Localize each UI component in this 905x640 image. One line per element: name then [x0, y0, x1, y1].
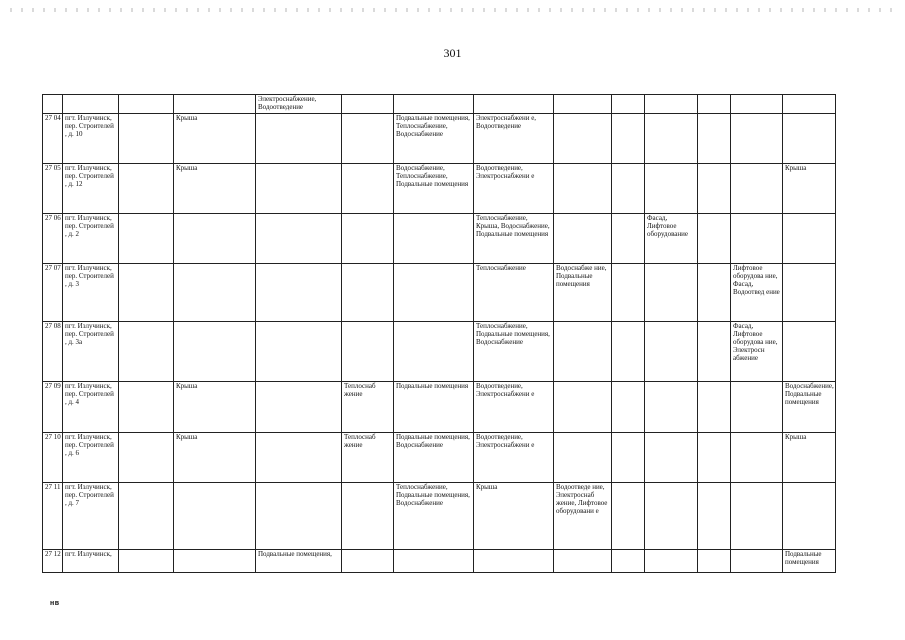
- cell-c11: [645, 322, 698, 382]
- cell-c3: [119, 164, 174, 214]
- cell-c4: Крыша: [174, 433, 256, 483]
- cell-c6: [342, 322, 394, 382]
- cell-c5: [256, 214, 342, 264]
- cell-c13: [731, 483, 783, 550]
- cell-c14: [783, 214, 836, 264]
- cell-c12: [698, 214, 731, 264]
- cell-c4: Крыша: [174, 164, 256, 214]
- table-header-row: [43, 95, 836, 114]
- cell-c9: [554, 164, 612, 214]
- cell-c4: [174, 95, 256, 114]
- cell-c9: [554, 322, 612, 382]
- cell-c12: [698, 95, 731, 114]
- cell-c9: Водоотведе ние, Электроснаб жение, Лифтовое оборудовани е: [554, 483, 612, 550]
- cell-c11: [645, 550, 698, 573]
- cell-c7: Подвальные помещения, Водоснабжение: [394, 433, 474, 483]
- cell-c14: [783, 264, 836, 322]
- cell-c10: [612, 264, 645, 322]
- cell-c10: [612, 382, 645, 433]
- table-row: [43, 382, 836, 433]
- cell-c8: Теплоснабжение, Подвальные помещения, Водоснабжение: [474, 322, 554, 382]
- cell-c10: [612, 95, 645, 114]
- cell-c7: Подвальные помещения, Теплоснабжение, Водоснабжение: [394, 114, 474, 164]
- cell-c7: Подвальные помещения: [394, 382, 474, 433]
- scan-noise: [10, 8, 895, 12]
- registry-table: [42, 94, 836, 573]
- cell-c8: Водоотведение, Электроснабжени е: [474, 382, 554, 433]
- cell-num: 27 08: [43, 322, 63, 382]
- cell-c11: [645, 95, 698, 114]
- cell-c5: [256, 164, 342, 214]
- cell-c9: [554, 382, 612, 433]
- cell-addr: пгт. Излучинск, пер. Строителей , д. 6: [63, 433, 119, 483]
- cell-c5: Электроснабжение, Водоотведение: [256, 95, 342, 114]
- cell-c12: [698, 433, 731, 483]
- cell-c7: [394, 264, 474, 322]
- cell-c5: [256, 264, 342, 322]
- cell-c12: [698, 382, 731, 433]
- cell-c4: [174, 322, 256, 382]
- cell-c9: [554, 433, 612, 483]
- cell-c3: [119, 433, 174, 483]
- cell-c10: [612, 164, 645, 214]
- cell-c11: [645, 264, 698, 322]
- cell-c4: [174, 483, 256, 550]
- cell-c11: [645, 382, 698, 433]
- cell-c12: [698, 164, 731, 214]
- cell-c9: [554, 550, 612, 573]
- cell-c4: [174, 214, 256, 264]
- cell-c6: [342, 164, 394, 214]
- cell-c3: [119, 214, 174, 264]
- cell-c10: [612, 322, 645, 382]
- cell-c14: Водоснабжение, Подвальные помещения: [783, 382, 836, 433]
- cell-c8: [474, 550, 554, 573]
- cell-c13: [731, 433, 783, 483]
- cell-addr: пгт. Излучинск, пер. Строителей , д. 3а: [63, 322, 119, 382]
- cell-c11: Фасад, Лифтовое оборудование: [645, 214, 698, 264]
- cell-c4: Крыша: [174, 382, 256, 433]
- cell-c8: [474, 95, 554, 114]
- cell-c9: [554, 214, 612, 264]
- cell-c5: [256, 322, 342, 382]
- cell-c4: [174, 264, 256, 322]
- cell-c6: [342, 114, 394, 164]
- cell-c3: [119, 483, 174, 550]
- cell-c9: [554, 114, 612, 164]
- cell-c13: Фасад, Лифтовое оборудова ние, Электросн абжение: [731, 322, 783, 382]
- cell-num: [43, 95, 63, 114]
- cell-c14: Крыша: [783, 433, 836, 483]
- cell-num: 27 09: [43, 382, 63, 433]
- cell-addr: пгт. Излучинск, пер. Строителей , д. 12: [63, 164, 119, 214]
- cell-c11: [645, 164, 698, 214]
- cell-c3: [119, 95, 174, 114]
- cell-c12: [698, 322, 731, 382]
- cell-c12: [698, 264, 731, 322]
- cell-c12: [698, 114, 731, 164]
- cell-c6: [342, 214, 394, 264]
- cell-c8: Водоотведение, Электроснабжени е: [474, 433, 554, 483]
- cell-c13: [731, 214, 783, 264]
- cell-c5: Подвальные помещения,: [256, 550, 342, 573]
- cell-c10: [612, 214, 645, 264]
- cell-c7: [394, 550, 474, 573]
- cell-c6: Теплоснаб жение: [342, 382, 394, 433]
- cell-c6: Теплоснаб жение: [342, 433, 394, 483]
- cell-c5: [256, 382, 342, 433]
- footer-mark: нв: [50, 600, 60, 607]
- cell-num: 27 04: [43, 114, 63, 164]
- cell-c8: Теплоснабжение: [474, 264, 554, 322]
- cell-c6: [342, 95, 394, 114]
- cell-c12: [698, 550, 731, 573]
- cell-c4: [174, 550, 256, 573]
- cell-c13: Лифтовое оборудова ние, Фасад, Водоотвед ение: [731, 264, 783, 322]
- cell-c12: [698, 483, 731, 550]
- cell-c11: [645, 114, 698, 164]
- table-row: [43, 264, 836, 322]
- cell-num: 27 07: [43, 264, 63, 322]
- cell-num: 27 11: [43, 483, 63, 550]
- cell-c5: [256, 483, 342, 550]
- table-row: [43, 550, 836, 573]
- cell-num: 27 10: [43, 433, 63, 483]
- cell-c5: [256, 114, 342, 164]
- cell-c13: [731, 114, 783, 164]
- cell-c13: [731, 95, 783, 114]
- cell-addr: пгт. Излучинск, пер. Строителей , д. 3: [63, 264, 119, 322]
- cell-c9: [554, 95, 612, 114]
- cell-c14: Подвальные помещения: [783, 550, 836, 573]
- table-body: [43, 95, 836, 573]
- cell-addr: пгт. Излучинск, пер. Строителей , д. 7: [63, 483, 119, 550]
- cell-addr: пгт. Излучинск, пер. Строителей , д. 4: [63, 382, 119, 433]
- cell-addr: [63, 95, 119, 114]
- cell-c8: Водоотведение, Электроснабжени е: [474, 164, 554, 214]
- table-row: [43, 322, 836, 382]
- cell-c6: [342, 264, 394, 322]
- cell-c3: [119, 114, 174, 164]
- cell-c14: [783, 95, 836, 114]
- cell-c7: [394, 322, 474, 382]
- cell-c8: Теплоснабжение, Крыша, Водоснабжение, Подвальные помещения: [474, 214, 554, 264]
- cell-c4: Крыша: [174, 114, 256, 164]
- cell-c10: [612, 483, 645, 550]
- cell-c14: Крыша: [783, 164, 836, 214]
- table-row: [43, 483, 836, 550]
- cell-c9: Водоснабже ние, Подвальные помещения: [554, 264, 612, 322]
- cell-c3: [119, 550, 174, 573]
- table-row: [43, 164, 836, 214]
- cell-num: 27 06: [43, 214, 63, 264]
- cell-c14: [783, 483, 836, 550]
- cell-c10: [612, 114, 645, 164]
- cell-c6: [342, 483, 394, 550]
- cell-c13: [731, 382, 783, 433]
- cell-c8: Крыша: [474, 483, 554, 550]
- cell-c14: [783, 322, 836, 382]
- cell-c7: Водоснабжение, Теплоснабжение, Подвальные помещения: [394, 164, 474, 214]
- cell-c5: [256, 433, 342, 483]
- cell-c13: [731, 550, 783, 573]
- cell-c11: [645, 433, 698, 483]
- cell-c3: [119, 322, 174, 382]
- table-row: [43, 433, 836, 483]
- cell-addr: пгт. Излучинск, пер. Строителей , д. 2: [63, 214, 119, 264]
- cell-c14: [783, 114, 836, 164]
- cell-c3: [119, 382, 174, 433]
- cell-addr: пгт. Излучинск, пер. Строителей , д. 10: [63, 114, 119, 164]
- table-row: [43, 114, 836, 164]
- page-number: 301: [443, 46, 462, 60]
- cell-c7: Теплоснабжение, Подвальные помещения, Водоснабжение: [394, 483, 474, 550]
- cell-c13: [731, 164, 783, 214]
- cell-c7: [394, 95, 474, 114]
- cell-c11: [645, 483, 698, 550]
- cell-c10: [612, 550, 645, 573]
- cell-num: 27 12: [43, 550, 63, 573]
- table-row: [43, 214, 836, 264]
- cell-c10: [612, 433, 645, 483]
- cell-num: 27 05: [43, 164, 63, 214]
- cell-c6: [342, 550, 394, 573]
- cell-c7: [394, 214, 474, 264]
- cell-c8: Электроснабжени е, Водоотведение: [474, 114, 554, 164]
- cell-c3: [119, 264, 174, 322]
- cell-addr: пгт. Излучинск,: [63, 550, 119, 573]
